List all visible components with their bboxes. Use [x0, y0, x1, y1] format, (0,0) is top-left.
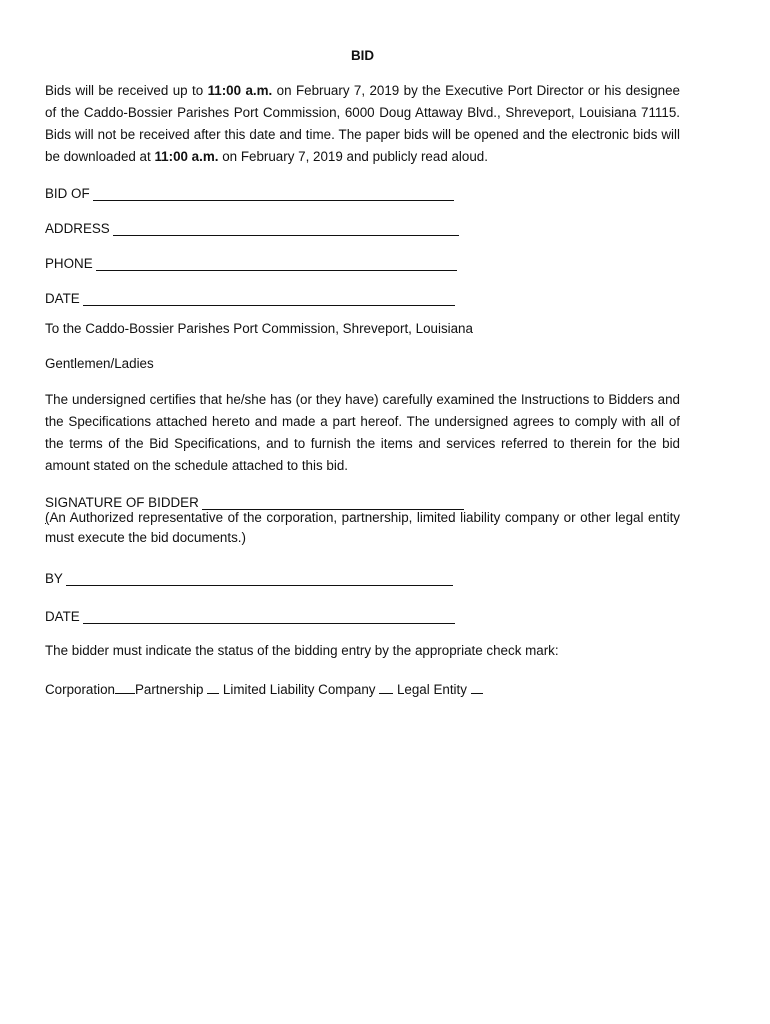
phone-label: PHONE [45, 256, 93, 271]
address-line[interactable] [113, 221, 459, 236]
certification-paragraph: The undersigned certifies that he/she has (or they have) carefully examined the Instructions to Bidders and the Specifications attached hereto and made a part hereof. The undersigned agrees to comply with all of the terms of the Bid Specifications, and to furnish the items and services referred to therein for the bid amount stated on the schedule attached to this bid. [45, 392, 680, 473]
salutation-to: To the Caddo-Bossier Parishes Port Commission, Shreveport, Louisiana [45, 321, 473, 336]
date-line-1[interactable] [83, 291, 455, 306]
signature-label: SIGNATURE OF BIDDER [45, 495, 199, 510]
document-title: BID [350, 48, 375, 63]
by-field [45, 566, 453, 586]
salutation: Gentlemen/Ladies [45, 356, 154, 371]
status-corporation-label: Corporation [45, 682, 115, 697]
phone-line[interactable] [96, 256, 457, 271]
signature-note-text: An Authorized representative of the corporation, partnership, limited liability company or other legal entity must execute the bid documents.) [45, 510, 680, 545]
llc-checkline[interactable] [379, 681, 393, 694]
address-field [45, 216, 459, 236]
by-label: BY [45, 571, 63, 586]
bid-of-line[interactable] [93, 186, 454, 201]
status-instruction: The bidder must indicate the status of the bidding entry by the appropriate check mark: [45, 643, 559, 658]
intro-time-2: 11:00 a.m. [154, 149, 219, 164]
partnership-checkline[interactable] [207, 681, 219, 694]
status-legal-entity-label: Legal Entity [396, 682, 467, 697]
date-field-1 [45, 286, 455, 306]
status-options [45, 681, 483, 697]
bid-intro-paragraph [45, 80, 680, 168]
date-label-2: DATE [45, 609, 80, 624]
bid-of-field [45, 181, 454, 201]
intro-time-1: 11:00 a.m. [207, 83, 273, 98]
intro-text-2: on February 7, 2019 by the Executive Port Director or his designee of the Caddo-Bossier Parishes Port Commission, 6000 Doug Attaway Blvd., Shreveport, Louisiana 71115. Bids will not be received after this date and time. The paper bids will be opened and the electronic bids will be downloaded at [45, 83, 680, 164]
corporation-checkline[interactable] [115, 681, 135, 694]
by-line[interactable] [66, 571, 453, 586]
date-field-2 [45, 604, 455, 624]
status-partnership-label: Partnership [134, 682, 204, 697]
signature-note [45, 508, 680, 548]
address-label: ADDRESS [45, 221, 110, 236]
phone-field [45, 251, 457, 271]
legal-entity-checkline[interactable] [471, 681, 483, 694]
intro-text-3: on February 7, 2019 and publicly read aloud. [218, 149, 488, 164]
bid-of-label: BID OF [45, 186, 90, 201]
date-line-2[interactable] [83, 609, 455, 624]
date-label-1: DATE [45, 291, 80, 306]
signature-note-paren: ( [45, 510, 50, 525]
status-llc-label: Limited Liability Company [222, 682, 376, 697]
intro-text-1: Bids will be received up to [45, 83, 208, 98]
signature-field [45, 490, 464, 510]
